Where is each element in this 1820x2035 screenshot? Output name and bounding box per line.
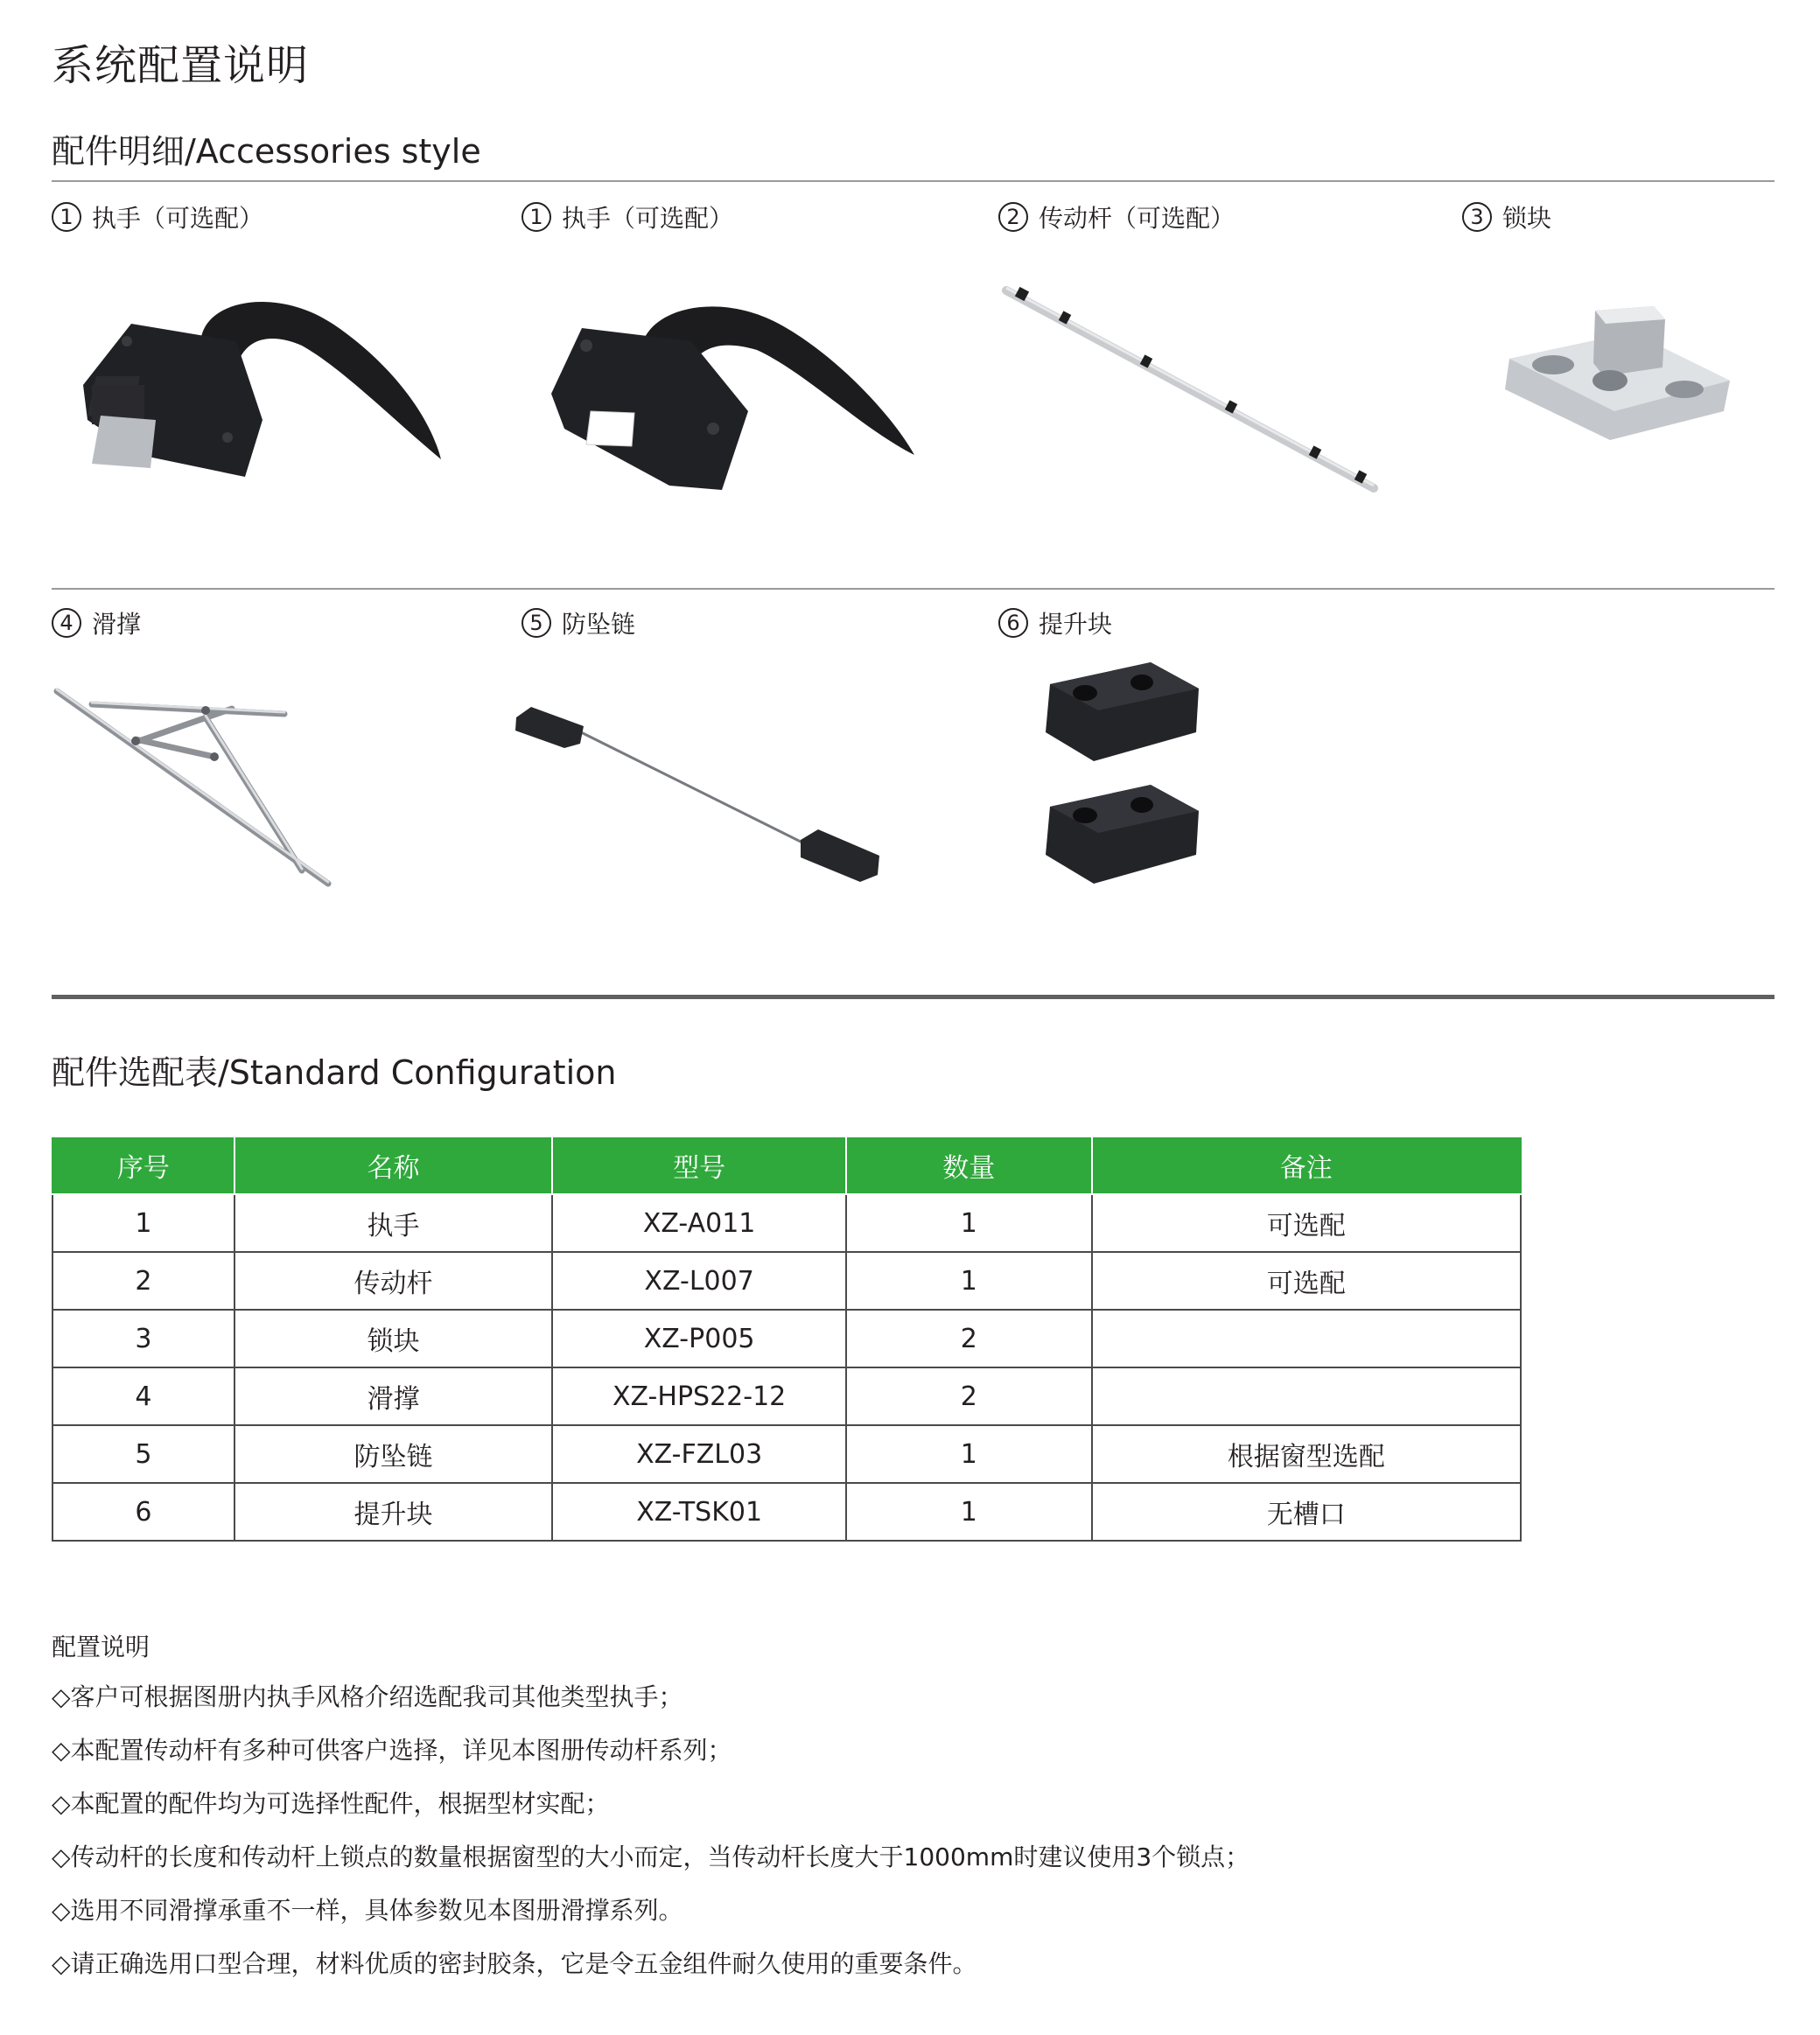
table-row [52,1425,1521,1483]
cell-model: XZ-HPS22-12 [552,1367,846,1425]
item-number: 1 [52,202,81,232]
accessory-caption-handle-1 [52,199,263,234]
item-label: 锁块 [1502,204,1552,233]
table-header-row [52,1137,1521,1194]
item-number: 3 [1462,202,1492,232]
item-label: 防坠链 [562,610,636,639]
cell-quantity: 1 [846,1252,1092,1310]
config-heading: 配件选配表/Standard Configuration [52,1053,617,1092]
item-label: 执手（可选配） [92,204,264,233]
lift-block-image [1046,658,1203,903]
accessory-caption-lock-block [1462,199,1551,234]
column-header: 数量 [846,1137,1092,1194]
cell-index: 5 [52,1425,234,1483]
cell-model: XZ-A011 [552,1194,846,1252]
item-number: 2 [998,202,1028,232]
accessories-heading: 配件明细/Accessories style [52,132,481,171]
configuration-table [52,1137,1522,1542]
accessory-caption-lift-block [998,605,1112,640]
notes-heading: 配置说明 [52,1633,150,1661]
cell-index: 1 [52,1194,234,1252]
cell-name: 传动杆 [234,1252,553,1310]
item-number: 4 [52,608,81,638]
item-number: 6 [998,608,1028,638]
accessory-caption-friction-stay [52,605,141,640]
column-header: 型号 [552,1137,846,1194]
friction-stay-image [48,682,346,892]
cell-name: 锁块 [234,1310,553,1367]
cell-quantity: 2 [846,1310,1092,1367]
page-title: 系统配置说明 [52,41,310,90]
column-header: 备注 [1092,1137,1521,1194]
lock-block-image [1501,302,1737,442]
cell-name: 执手 [234,1194,553,1252]
cell-model: XZ-L007 [552,1252,846,1310]
item-label: 提升块 [1039,610,1113,639]
note-line: ◇本配置传动杆有多种可供客户选择，详见本图册传动杆系列； [52,1735,732,1765]
item-label: 执手（可选配） [562,204,734,233]
cell-index: 3 [52,1310,234,1367]
note-line: ◇传动杆的长度和传动杆上锁点的数量根据窗型的大小而定，当传动杆长度大于1000mm时建议使用3个锁点； [52,1842,1250,1871]
cell-remark [1092,1310,1521,1367]
table-row [52,1483,1521,1541]
cell-remark: 可选配 [1092,1194,1521,1252]
divider [52,588,1774,590]
table-row [52,1252,1521,1310]
item-label: 传动杆（可选配） [1039,204,1236,233]
cell-quantity: 2 [846,1367,1092,1425]
accessory-caption-anti-fall-chain [522,605,635,640]
accessory-caption-handle-2 [522,199,733,234]
cell-quantity: 1 [846,1194,1092,1252]
note-line: ◇请正确选用口型合理，材料优质的密封胶条，它是令五金组件耐久使用的重要条件。 [52,1948,977,1978]
table-row [52,1194,1521,1252]
cell-index: 2 [52,1252,234,1310]
cell-index: 4 [52,1367,234,1425]
handle-image-1 [79,289,455,490]
cell-remark [1092,1367,1521,1425]
transmission-rod-image [998,280,1382,499]
handle-image-2 [547,297,923,499]
note-line: ◇选用不同滑撑承重不一样，具体参数见本图册滑撑系列。 [52,1895,683,1925]
anti-fall-chain-image [512,700,888,892]
cell-remark: 根据窗型选配 [1092,1425,1521,1483]
table-row [52,1310,1521,1367]
cell-quantity: 1 [846,1483,1092,1541]
divider [52,180,1774,182]
cell-model: XZ-TSK01 [552,1483,846,1541]
cell-name: 防坠链 [234,1425,553,1483]
column-header: 序号 [52,1137,234,1194]
section-divider [52,995,1774,999]
cell-remark: 可选配 [1092,1252,1521,1310]
note-line: ◇客户可根据图册内执手风格介绍选配我司其他类型执手； [52,1682,683,1711]
table-row [52,1367,1521,1425]
note-line: ◇本配置的配件均为可选择性配件，根据型材实配； [52,1788,610,1818]
item-number: 5 [522,608,551,638]
cell-model: XZ-P005 [552,1310,846,1367]
column-header: 名称 [234,1137,553,1194]
item-label: 滑撑 [92,610,142,639]
cell-model: XZ-FZL03 [552,1425,846,1483]
cell-name: 滑撑 [234,1367,553,1425]
cell-remark: 无槽口 [1092,1483,1521,1541]
cell-quantity: 1 [846,1425,1092,1483]
item-number: 1 [522,202,551,232]
accessory-caption-transmission-rod [998,199,1235,234]
configuration-notes [52,1623,1250,1989]
cell-index: 6 [52,1483,234,1541]
cell-name: 提升块 [234,1483,553,1541]
